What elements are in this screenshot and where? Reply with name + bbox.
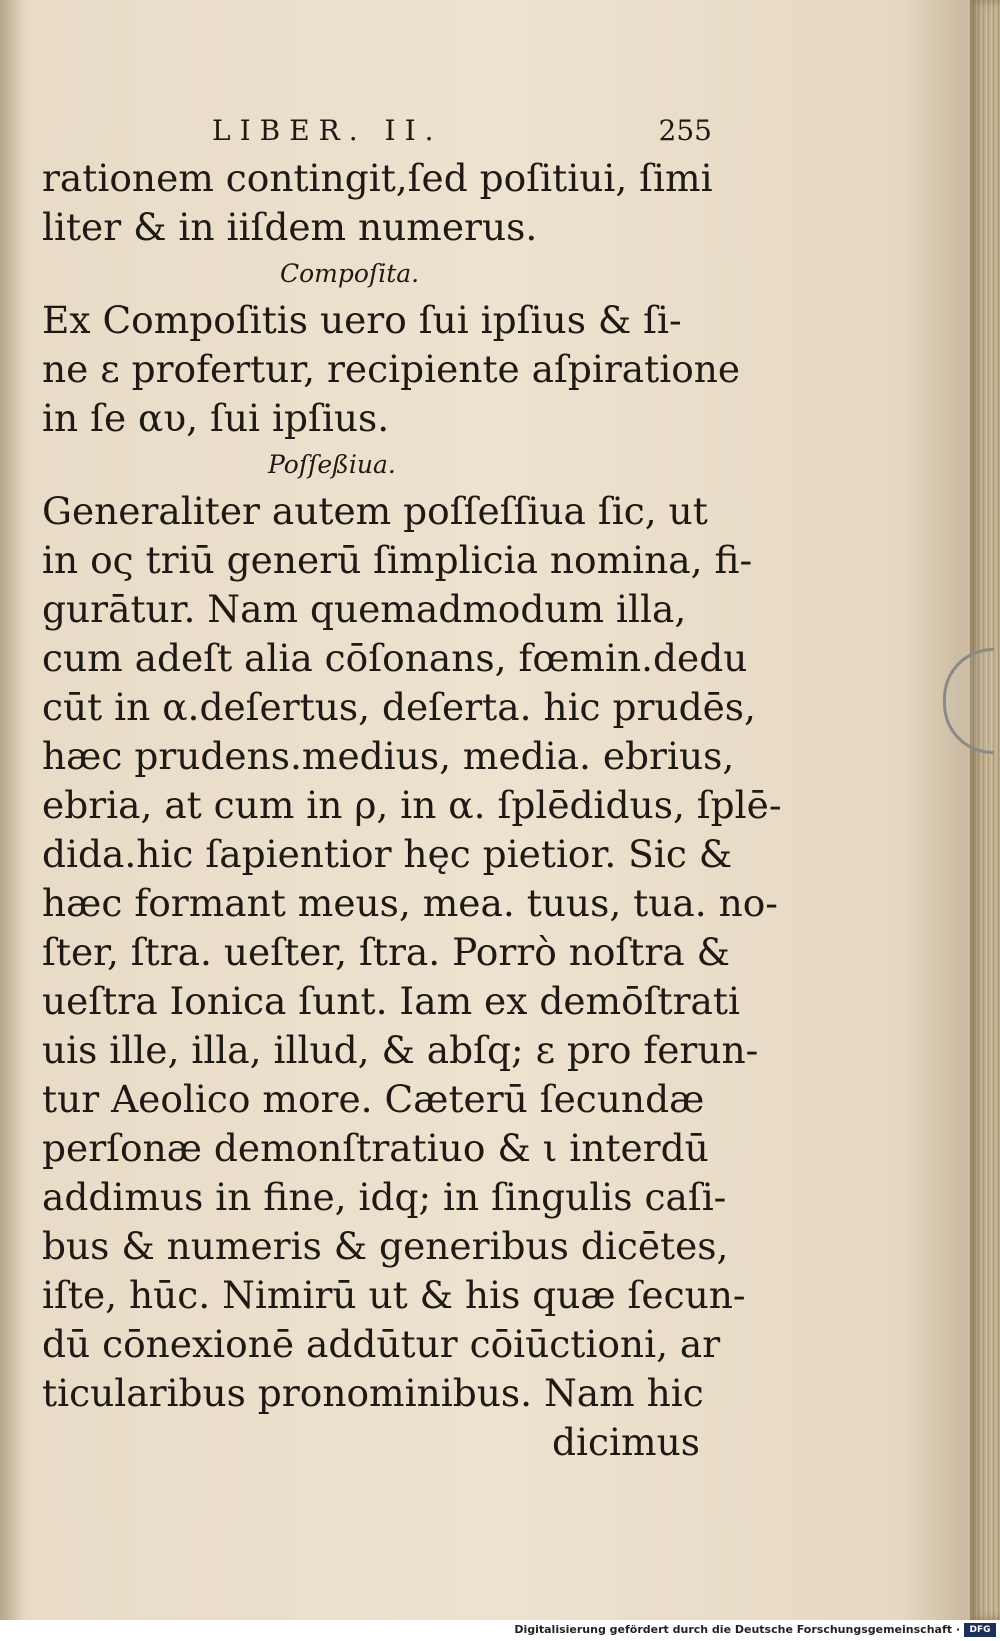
- running-head: [42, 110, 712, 154]
- text-line: gurātur. Nam quemadmodum illa,: [42, 587, 687, 631]
- section-heading-composita: Compoſita.: [280, 259, 420, 288]
- text-line: cūt in α.deſertus, deſerta. hic prudēs,: [42, 685, 756, 729]
- text-line: hæc prudens.medius, media. ebrius,: [42, 734, 735, 778]
- text-line: Generaliter autem poſſeſſiua ſic, ut: [42, 489, 708, 533]
- text-line: tur Aeolico more. Cæterū ſecundæ: [42, 1077, 705, 1121]
- text-line: ebria, at cum in ρ, in α. ſplēdidus, ſplē-: [42, 783, 782, 827]
- page-number: 255: [658, 114, 712, 147]
- dfg-logo-icon: DFG: [964, 1623, 996, 1637]
- text-line: addimus in fine, idq; in ſingulis caſi-: [42, 1175, 727, 1219]
- text-line: in ος triū generū ſimplicia nomina, fi-: [42, 538, 753, 582]
- text-line: dū cōnexionē addūtur cōiūctioni, ar: [42, 1322, 721, 1366]
- text-line: rationem contingit,ſed poſitiui, ſimi: [42, 156, 713, 200]
- book-gutter-shadow: [0, 0, 24, 1620]
- catchword: dicimus: [552, 1420, 700, 1464]
- text-line: ueſtra Ionica ſunt. Iam ex demōſtrati: [42, 979, 740, 1023]
- text-line: Ex Compoſitis uero ſui ipſius & ſi-: [42, 298, 682, 342]
- section-heading-possessiua: Poſſeßiua.: [268, 450, 396, 479]
- text-line: bus & numeris & generibus dicētes,: [42, 1224, 729, 1268]
- footer-bar: [0, 1620, 1000, 1641]
- text-line: ne ε profertur, recipiente aſpiratione: [42, 347, 741, 391]
- text-line: perſonæ demonſtratiuo & ι interdū: [42, 1126, 709, 1170]
- text-line: hæc formant meus, mea. tuus, tua. no-: [42, 881, 778, 925]
- metal-clasp: [943, 648, 994, 754]
- text-line: uis ille, illa, illud, & abſq; ε pro ferun-: [42, 1028, 759, 1072]
- funding-credit: Digitalisierung gefördert durch die Deutsche Forschungsgemeinschaft ·: [514, 1623, 960, 1636]
- text-line: cum adeſt alia cōſonans, fœmin.dedu: [42, 636, 748, 680]
- text-line: in ſe αυ, ſui ipſius.: [42, 396, 390, 440]
- text-line: ſter, ſtra. ueſter, ſtra. Porrò noſtra &: [42, 930, 730, 974]
- text-line: liter & in iiſdem numerus.: [42, 205, 538, 249]
- running-head-title: LIBER. II.: [212, 114, 443, 147]
- book-fore-edge: [970, 0, 1000, 1620]
- page-text-block: [42, 110, 782, 1467]
- text-line: iſte, hūc. Nimirū ut & his quæ ſecun-: [42, 1273, 746, 1317]
- text-line: ticularibus pronominibus. Nam hic: [42, 1371, 704, 1415]
- text-line: dida.hic ſapientior hęc pietior. Sic &: [42, 832, 733, 876]
